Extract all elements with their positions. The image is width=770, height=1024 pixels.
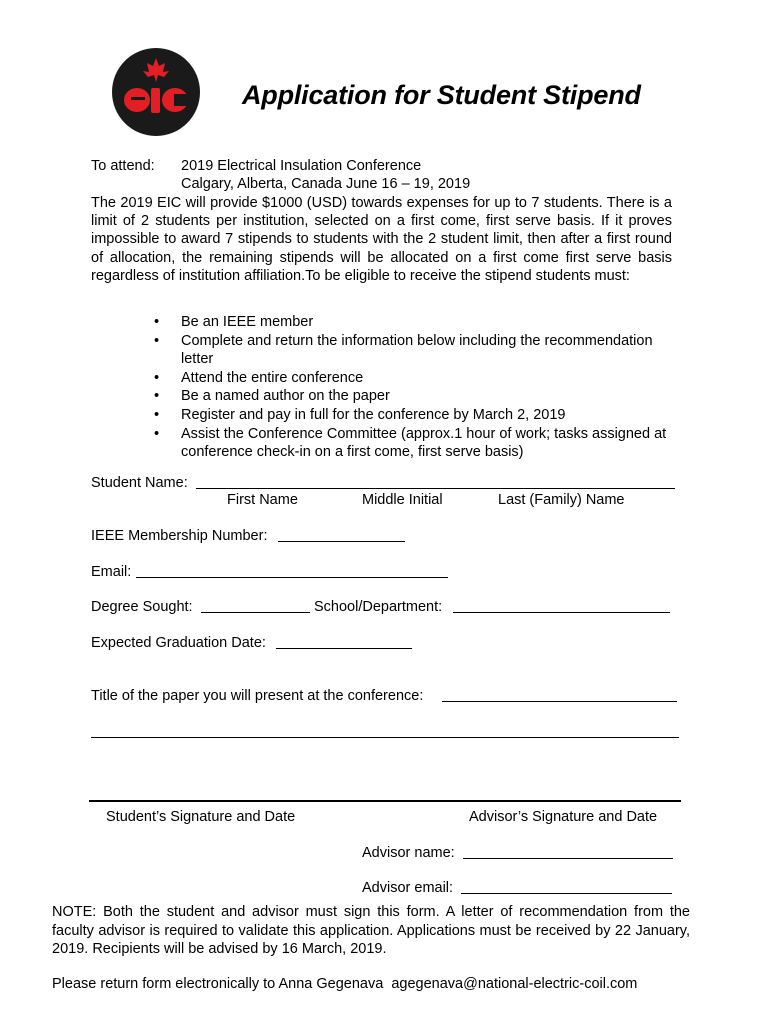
eic-logo xyxy=(112,48,200,136)
list-item: • Attend the entire conference xyxy=(142,369,682,388)
list-item: • Be an IEEE member xyxy=(142,313,682,332)
list-item: • Register and pay in full for the conference by March 2, 2019 xyxy=(142,406,682,425)
attend-label: To attend: xyxy=(91,158,155,174)
middle-initial-label: Middle Initial xyxy=(362,492,443,508)
ieee-number-field[interactable] xyxy=(278,541,405,542)
graduation-field[interactable] xyxy=(276,648,412,649)
conference-name: 2019 Electrical Insulation Conference xyxy=(181,158,422,174)
paper-title-field[interactable] xyxy=(442,701,677,702)
student-name-label: Student Name: xyxy=(91,475,188,491)
email-label: Email: xyxy=(91,564,132,580)
email-field[interactable] xyxy=(136,577,448,578)
return-email-link[interactable]: agegenava@national-electric-coil.com xyxy=(391,976,638,992)
graduation-label: Expected Graduation Date: xyxy=(91,635,266,651)
conference-place-date: Calgary, Alberta, Canada June 16 – 19, 2019 xyxy=(181,176,471,192)
intro-paragraph: The 2019 EIC will provide $1000 (USD) towards expenses for up to 7 students. There is a limit of 2 students per institution, selected on a first come, first serve basis. If it proves impossible to award 7 stipends to students with the 2 student limit, then after a first round of allocation, the remaining stipends will be allocated on a first come first serve basis regardless of institution affiliation.To be eligible to receive the stipend students must: xyxy=(91,195,672,284)
return-text: Please return form electronically to Anna Gegenava xyxy=(52,976,384,992)
advisor-name-field[interactable] xyxy=(463,858,673,859)
school-label: School/Department: xyxy=(314,599,443,615)
paper-title-field-continued[interactable] xyxy=(91,737,679,738)
advisor-signature-label: Advisor’s Signature and Date xyxy=(469,809,658,825)
school-field[interactable] xyxy=(453,612,670,613)
degree-field[interactable] xyxy=(201,612,310,613)
list-item: • Complete and return the information below including the recommendation letter xyxy=(142,332,682,369)
list-item: • Be a named author on the paper xyxy=(142,387,682,406)
student-name-field[interactable] xyxy=(196,488,675,489)
last-name-label: Last (Family) Name xyxy=(498,492,625,508)
degree-label: Degree Sought: xyxy=(91,599,193,615)
first-name-label: First Name xyxy=(227,492,298,508)
return-instructions xyxy=(52,976,637,992)
signature-line[interactable] xyxy=(89,800,681,802)
list-item: • Assist the Conference Committee (approx.1 hour of work; tasks assigned at conference check-in on a first come, first serve basis) xyxy=(142,425,682,462)
note-paragraph: NOTE: Both the student and advisor must sign this form. A letter of recommendation from the faculty advisor is required to validate this application. Applications must be received by 22 January, 2019. Recipients will be advised by 16 March, 2019. xyxy=(52,904,690,957)
advisor-email-label: Advisor email: xyxy=(362,880,454,896)
advisor-email-field[interactable] xyxy=(461,893,672,894)
page-title: Application for Student Stipend xyxy=(242,80,641,110)
student-signature-label: Student’s Signature and Date xyxy=(106,809,296,825)
ieee-number-label: IEEE Membership Number: xyxy=(91,528,268,544)
requirements-list xyxy=(142,313,682,462)
paper-title-label: Title of the paper you will present at the conference: xyxy=(91,688,424,704)
advisor-name-label: Advisor name: xyxy=(362,845,455,861)
